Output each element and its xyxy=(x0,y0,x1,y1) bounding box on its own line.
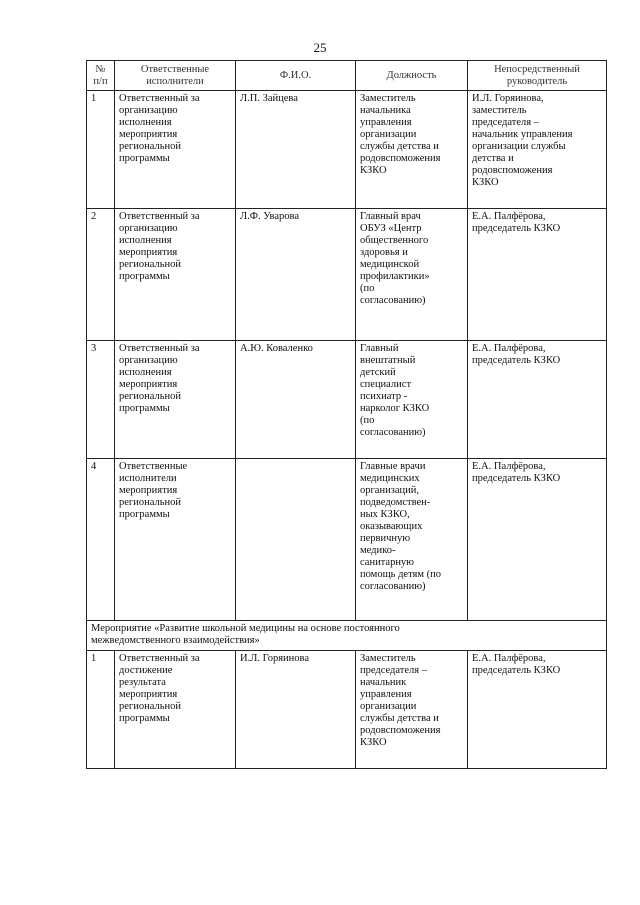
cell-num: 4 xyxy=(87,459,115,621)
cell-name: И.Л. Горяинова xyxy=(236,651,356,769)
cell-num: 2 xyxy=(87,209,115,341)
section-title-row xyxy=(87,621,607,651)
page-number: 25 xyxy=(313,40,327,55)
cell-position: Главный врач ОБУЗ «Центр общественного здоровья и медицинской профилактики» (по согласованию) xyxy=(356,209,468,341)
cell-num: 3 xyxy=(87,341,115,459)
table-row xyxy=(87,209,607,341)
responsible-persons-table xyxy=(86,60,607,769)
header-supervisor: Непосредственный руководитель xyxy=(468,61,607,91)
section-title: Мероприятие «Развитие школьной медицины на основе постоянного межведомственного взаимодействия» xyxy=(87,621,607,651)
cell-supervisor: И.Л. Горяинова, заместитель председателя – начальник управления организации службы детства и родовспоможения КЗКО xyxy=(468,91,607,209)
header-num: № п/п xyxy=(87,61,115,91)
cell-position: Главный внештатный детский специалист психиатр - нарколог КЗКО (по согласованию) xyxy=(356,341,468,459)
cell-name: А.Ю. Коваленко xyxy=(236,341,356,459)
table-row xyxy=(87,91,607,209)
table-row xyxy=(87,459,607,621)
cell-name xyxy=(236,459,356,621)
cell-num: 1 xyxy=(87,91,115,209)
header-position: Должность xyxy=(356,61,468,91)
cell-role: Ответственный за организацию исполнения мероприятия региональной программы xyxy=(115,341,236,459)
cell-position: Главные врачи медицинских организаций, подведомствен- ных КЗКО, оказывающих первичную медико- санитарную помощь детям (по согласованию) xyxy=(356,459,468,621)
cell-name: Л.Ф. Уварова xyxy=(236,209,356,341)
cell-role: Ответственный за достижение результата мероприятия региональной программы xyxy=(115,651,236,769)
cell-role: Ответственный за организацию исполнения мероприятия региональной программы xyxy=(115,209,236,341)
header-name: Ф.И.О. xyxy=(236,61,356,91)
table-row xyxy=(87,341,607,459)
cell-position: Заместитель начальника управления организации службы детства и родовспоможения КЗКО xyxy=(356,91,468,209)
cell-role: Ответственный за организацию исполнения мероприятия региональной программы xyxy=(115,91,236,209)
cell-role: Ответственные исполнители мероприятия региональной программы xyxy=(115,459,236,621)
cell-num: 1 xyxy=(87,651,115,769)
cell-supervisor: Е.А. Палфёрова, председатель КЗКО xyxy=(468,459,607,621)
table-header-row xyxy=(87,61,607,91)
table-row xyxy=(87,651,607,769)
header-role: Ответственные исполнители xyxy=(115,61,236,91)
cell-name: Л.П. Зайцева xyxy=(236,91,356,209)
cell-position: Заместитель председателя – начальник управления организации службы детства и родовспоможения КЗКО xyxy=(356,651,468,769)
cell-supervisor: Е.А. Палфёрова, председатель КЗКО xyxy=(468,341,607,459)
cell-supervisor: Е.А. Палфёрова, председатель КЗКО xyxy=(468,651,607,769)
cell-supervisor: Е.А. Палфёрова, председатель КЗКО xyxy=(468,209,607,341)
